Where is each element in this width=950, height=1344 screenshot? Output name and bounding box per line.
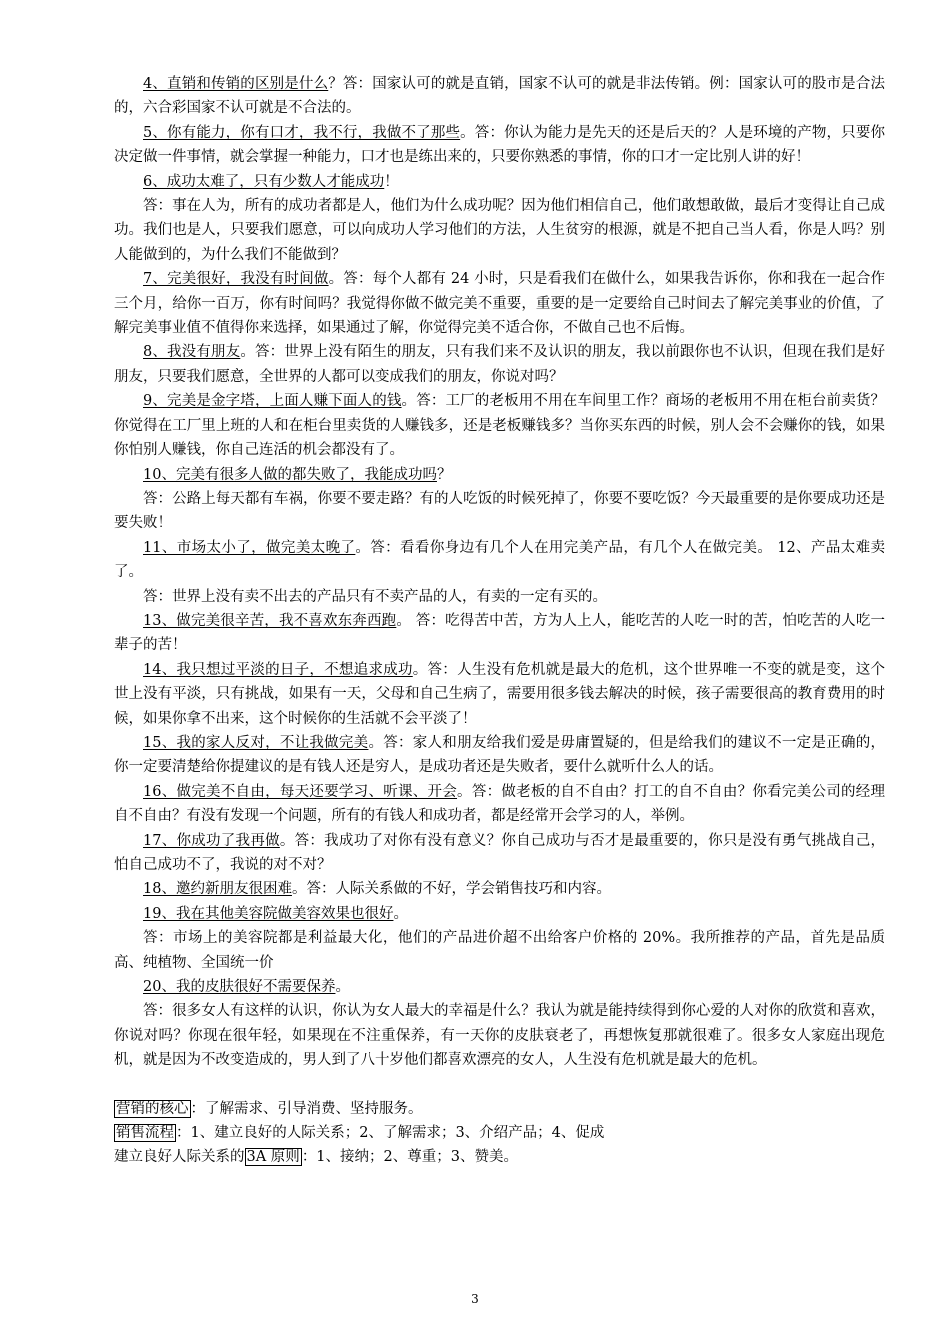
qa-paragraph xyxy=(114,829,885,878)
qa-paragraph xyxy=(114,340,885,389)
question-text: 7、完美很好，我没有时间做 xyxy=(143,271,329,288)
summary-3a-text: ：1、接纳；2、尊重；3、赞美。 xyxy=(301,1149,518,1166)
qa-paragraph xyxy=(114,121,885,170)
question-text: 17、你成功了我再做 xyxy=(143,832,280,849)
qa-paragraph xyxy=(114,487,885,536)
answer-text: 答：你认为能力是先天的还是后天的？人是环境的产物，只要你决定做一件事情，就会掌握一种能力，口才也是练出来的，只要你熟悉的事情，你的口才一定比别人讲的好！ xyxy=(114,124,885,166)
qa-paragraph xyxy=(114,267,885,340)
question-text: 19、我在其他美容院做美容效果也很好 xyxy=(143,905,394,922)
question-text: 13、做完美很辛苦，我不喜欢东奔西跑 xyxy=(143,612,397,629)
question-punct: 。 xyxy=(279,832,295,849)
qa-paragraph xyxy=(114,585,885,609)
qa-paragraph xyxy=(114,72,885,121)
question-punct: 。 xyxy=(396,612,411,629)
question-punct: 。 xyxy=(457,783,472,800)
qa-paragraph xyxy=(114,463,885,487)
question-text: 9、完美是金字塔，上面人赚下面人的钱 xyxy=(143,393,402,410)
answer-text: 答：世界上没有陌生的朋友，只有我们来不及认识的朋友，我以前跟你也不认识，但现在我们是好朋友，只要我们愿意，全世界的人都可以变成我们的朋友，你说对吗？ xyxy=(114,344,885,385)
question-text: 10、完美有很多人做的都失败了，我能成功吗 xyxy=(143,466,437,483)
answer-text: 答：人生没有危机就是最大的危机，这个世界唯一不变的就是变，这个世上没有平淡，只有挑战，如果有一天，父母和自己生病了，需要用很多钱去解决的时候，孩子需要很高的教育费用的时候，如果你拿不出来，这个时候你的生活就不会平淡了！ xyxy=(114,661,886,727)
answer-text: 答：事在人为，所有的成功者都是人，他们为什么成功呢？因为他们相信自己，他们敢想敢做，最后才变得让自己成功。我们也是人，只要我们愿意，可以向成功人学习他们的方法，人生贫穷的根源，就是不把自己当人看，你是人吗？别人能做到的，为什么我们不能做到？ xyxy=(114,198,885,263)
qa-paragraph xyxy=(114,170,885,194)
summary-process-text: ：1、建立良好的人际关系；2、了解需求；3、介绍产品；4、促成 xyxy=(176,1125,605,1142)
answer-text: 答：每个人都有 24 小时，只是看我们在做什么，如果我告诉你，你和我在一起合作三个月，给你一百万，你有时间吗？我觉得你做不做完美不重要，重要的是一定要给自己时间去了解完美事业的价值，了解完美事业值不值得你来选择，如果通过了解，你觉得完美不适合你，不做自己也不后悔。 xyxy=(114,271,885,337)
qa-paragraph xyxy=(114,999,885,1072)
summary-3a xyxy=(114,1145,885,1169)
question-text: 18、邀约新朋友很困难 xyxy=(143,881,292,898)
qa-paragraph xyxy=(114,902,885,926)
qa-paragraph xyxy=(114,658,885,731)
qa-list xyxy=(114,72,885,1073)
question-text: 8、我没有朋友 xyxy=(143,344,241,361)
question-punct: ？ xyxy=(436,466,452,483)
summary-core-label: 营销的核心 xyxy=(116,1100,189,1117)
question-punct: 。 xyxy=(328,271,344,288)
question-text: 16、做完美不自由，每天还要学习、听课、开会 xyxy=(143,783,458,800)
summary-3a-label: 3A 原则 xyxy=(246,1149,300,1166)
document-body xyxy=(114,72,885,1170)
section-gap xyxy=(114,1073,885,1097)
answer-text: 答：工厂的老板用不用在车间里工作？商场的老板用不用在柜台前卖货？你觉得在工厂里上班的人和在柜台里卖货的人赚钱多，还是老板赚钱多？当你买东西的时候，别人会不会赚你的钱，如果你怕别人赚钱，你自己连活的机会都没有了。 xyxy=(114,393,885,459)
question-punct: 。 xyxy=(401,393,417,410)
question-punct: ！ xyxy=(384,173,399,190)
question-text: 6、成功太难了，只有少数人才能成功 xyxy=(143,173,385,190)
qa-paragraph xyxy=(114,731,885,780)
answer-text: 答：看看你身边有几个人在用完美产品，有几个人在做完美。 12、产品太难卖了。 xyxy=(114,539,885,581)
answer-text: 答：家人和朋友给我们爱是毋庸置疑的，但是给我们的建议不一定是正确的，你一定要清楚给你提建议的是有钱人还是穷人，是成功者还是失败者，要什么就听什么人的话。 xyxy=(114,734,886,776)
qa-paragraph xyxy=(114,609,885,658)
qa-paragraph xyxy=(114,926,885,975)
summary-process xyxy=(114,1121,885,1145)
qa-paragraph xyxy=(114,877,885,901)
question-text: 5、你有能力，你有口才，我不行，我做不了那些 xyxy=(143,124,461,141)
qa-paragraph xyxy=(114,194,885,267)
answer-text: 答：市场上的美容院都是利益最大化，他们的产品进价超不出给客户价格的 20%。我所推荐的产品，首先是品质高、纯植物、全国统一价 xyxy=(114,930,885,971)
answer-text: 答：国家认可的就是直销，国家不认可的就是非法传销。例：国家认可的股市是合法的，六合彩国家不认可就是不合法的。 xyxy=(114,76,885,117)
qa-paragraph xyxy=(114,780,885,829)
question-punct: 。 xyxy=(412,661,428,678)
answer-text: 答：我成功了对你有没有意义？你自己成功与否才是最重要的，你只是没有勇气挑战自己，怕自己成功不了，我说的对不对？ xyxy=(114,832,886,873)
qa-paragraph xyxy=(114,975,885,999)
question-text: 20、我的皮肤很好不需要保养 xyxy=(143,979,336,996)
answer-text: 答：很多女人有这样的认识，你认为女人最大的幸福是什么？我认为就是能持续得到你心爱的人对你的欣赏和喜欢，你说对吗？你现在很年轻，如果现在不注重保养，有一天你的皮肤衰老了，再想恢复那就很难了。很多女人家庭出现危机，就是因为不改变造成的，男人到了八十岁他们都喜欢漂亮的女人，人生没有危机就是最大的危机。 xyxy=(114,1003,885,1069)
question-punct: 。 xyxy=(460,124,475,141)
answer-text: 答：人际关系做的不好，学会销售技巧和内容。 xyxy=(306,881,611,898)
question-text: 4、直销和传销的区别是什么 xyxy=(143,76,329,92)
summary-3a-prefix: 建立良好人际关系的 xyxy=(114,1149,245,1166)
qa-paragraph xyxy=(114,389,885,462)
question-punct: 。 xyxy=(355,539,371,556)
answer-text: 答：公路上每天都有车祸，你要不要走路？有的人吃饭的时候死掉了，你要不要吃饭？今天最重要的是你要成功还是要失败！ xyxy=(114,490,885,532)
summary-core-text: ：了解需求、引导消费、坚持服务。 xyxy=(190,1100,423,1117)
summary-process-label: 销售流程 xyxy=(116,1125,174,1142)
answer-text: 答：做老板的自不自由？打工的自不自由？你看完美公司的经理自不自由？有没有发现一个问题，所有的有钱人和成功者，都是经常开会学习的人，举例。 xyxy=(114,783,886,825)
answer-text: 答：吃得苦中苦，方为人上人，能吃苦的人吃一时的苦，怕吃苦的人吃一辈子的苦！ xyxy=(114,612,886,654)
qa-paragraph xyxy=(114,536,885,585)
page-number: 3 xyxy=(471,1292,479,1306)
question-punct: 。 xyxy=(393,905,408,922)
question-text: 11、市场太小了，做完美太晚了 xyxy=(143,539,356,556)
question-punct: 。 xyxy=(335,979,350,996)
question-text: 15、我的家人反对，不让我做完美 xyxy=(143,734,369,751)
answer-text: 答：世界上没有卖不出去的产品只有不卖产品的人，有卖的一定有买的。 xyxy=(143,588,607,605)
question-text: 14、我只想过平淡的日子，不想追求成功 xyxy=(143,661,413,678)
question-punct: 。 xyxy=(240,344,255,361)
question-punct: ？ xyxy=(328,76,343,92)
question-punct: 。 xyxy=(291,881,307,898)
summary-core xyxy=(114,1097,885,1121)
question-punct: 。 xyxy=(368,734,384,751)
